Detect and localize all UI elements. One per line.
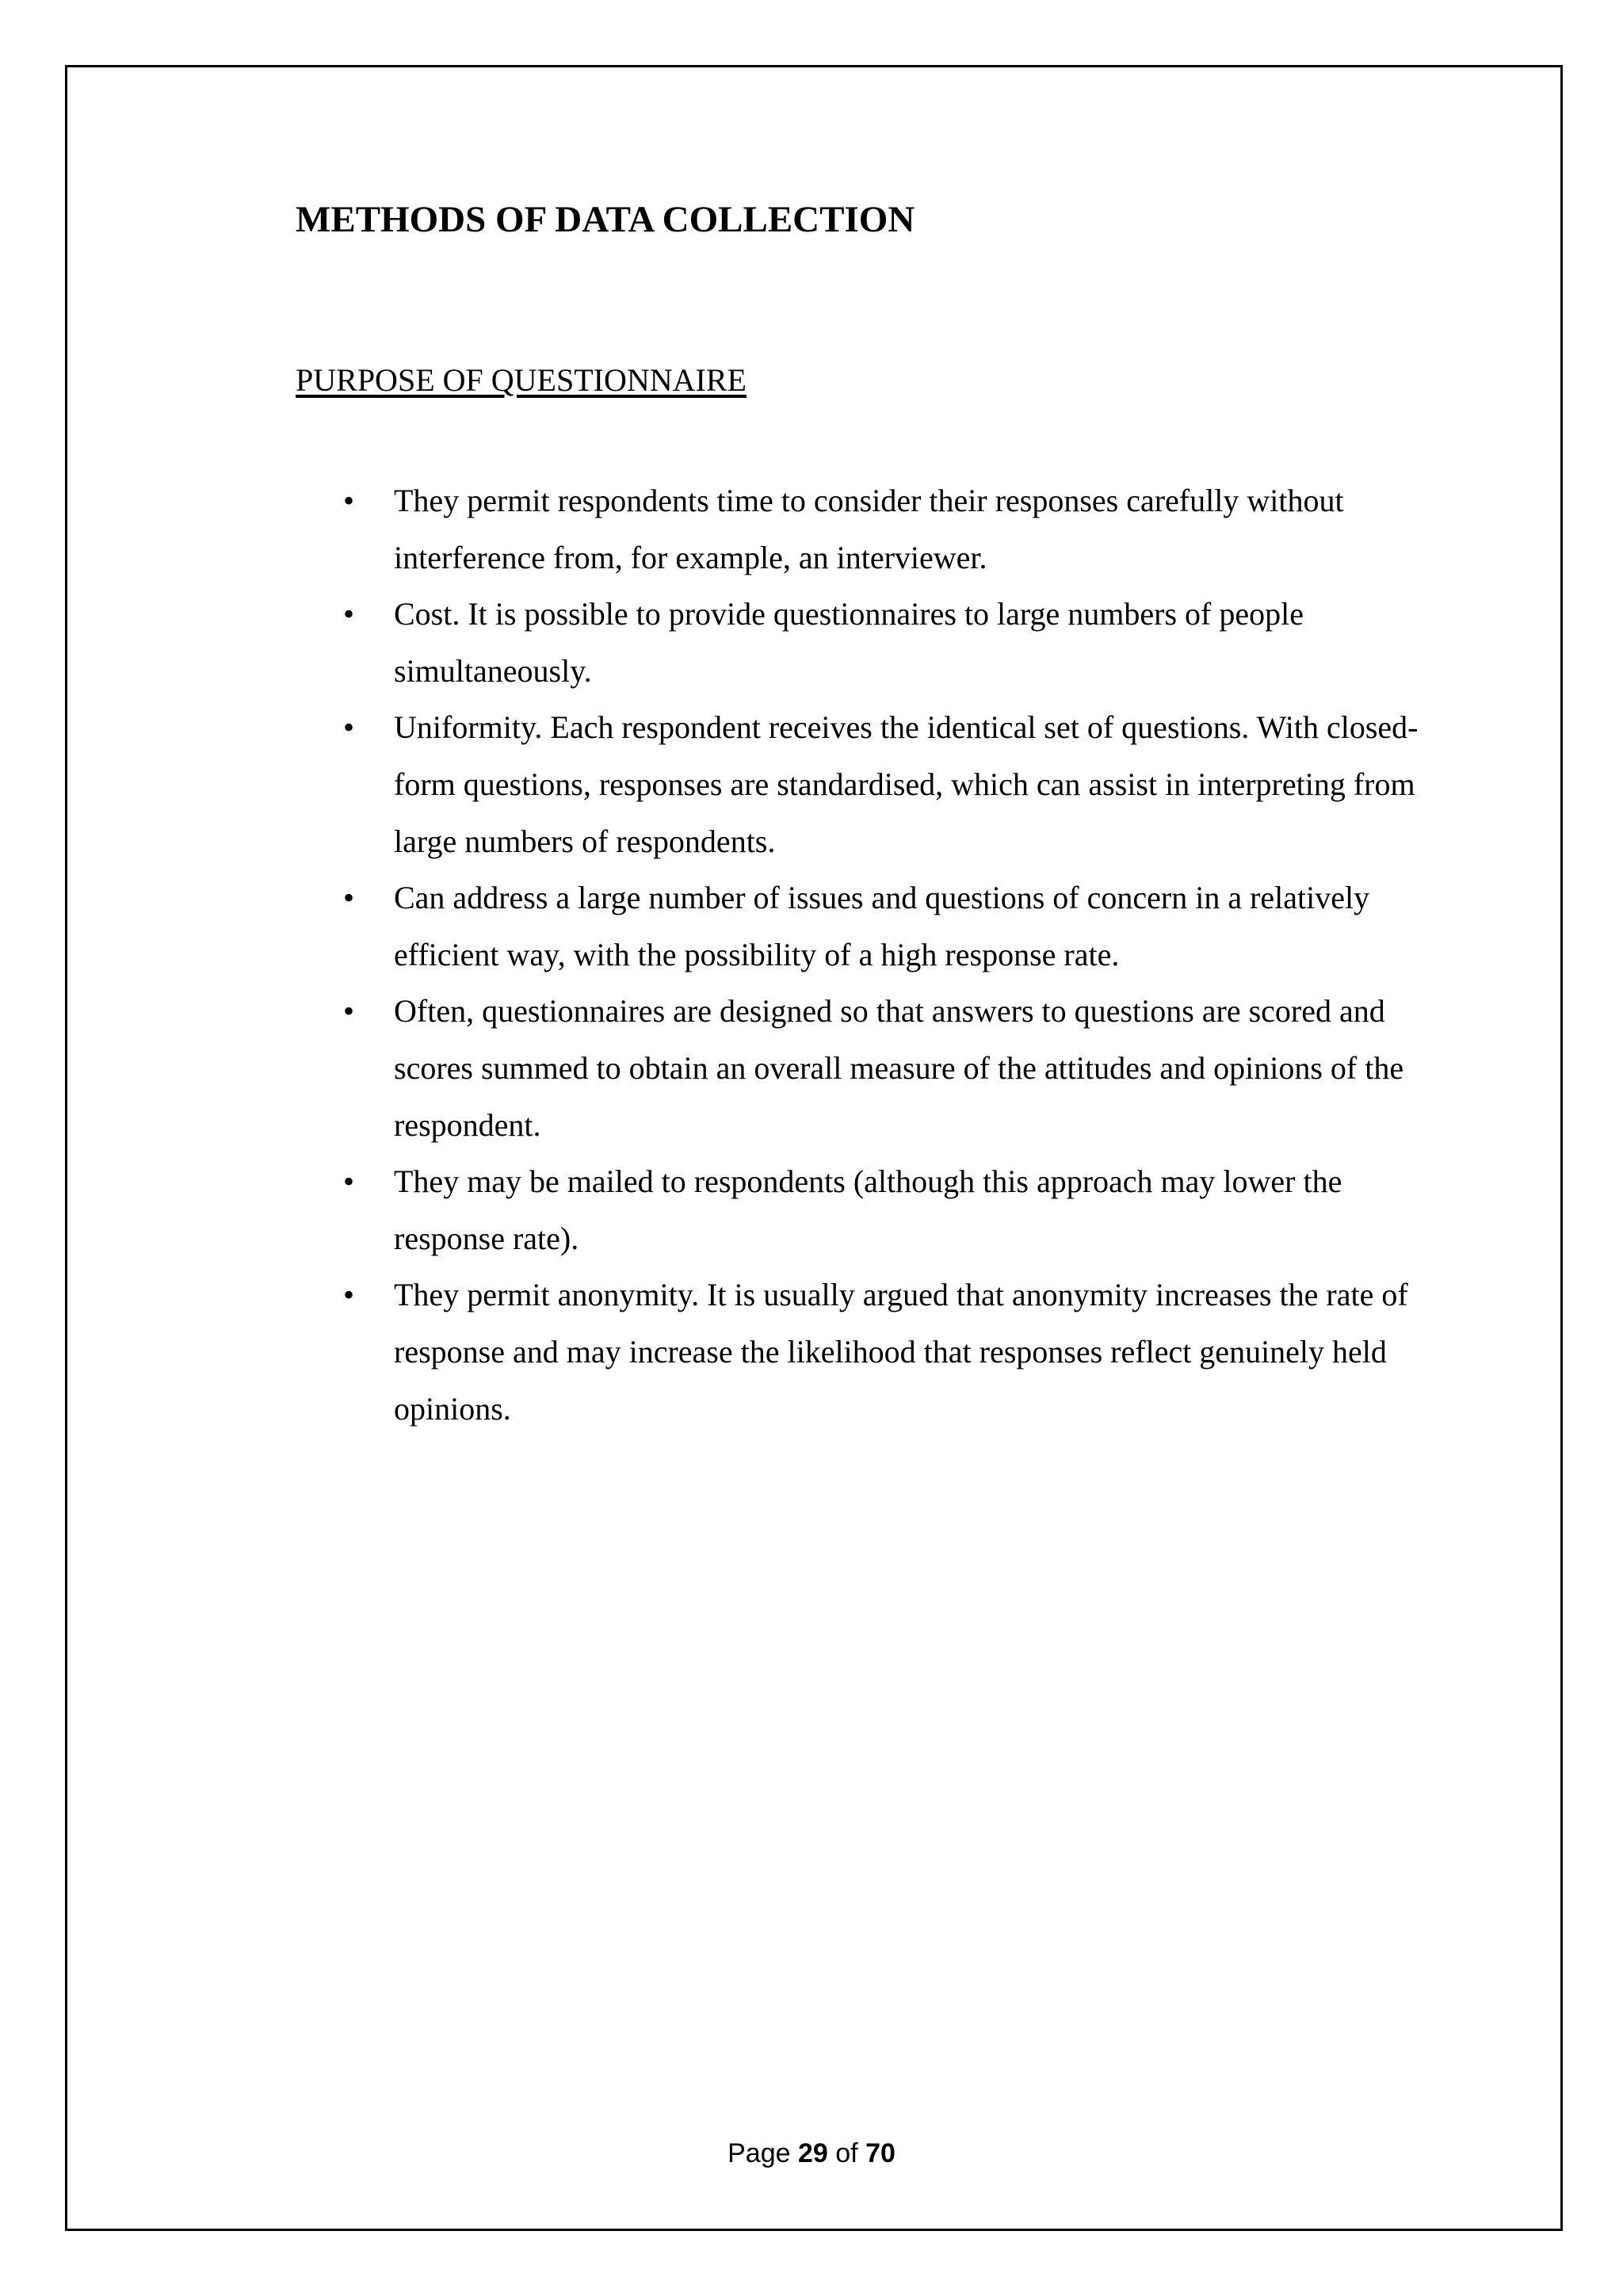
bullet-text: Cost. It is possible to provide questionnaires to large numbers of people simultaneously.	[394, 596, 1304, 689]
bullet-item	[333, 869, 1442, 983]
bullet-item	[333, 699, 1442, 869]
bullet-text: They permit anonymity. It is usually argued that anonymity increases the rate of response and may increase the likelihood that responses reflect genuinely held opinions.	[394, 1277, 1408, 1427]
bullet-item	[333, 586, 1442, 699]
document-title: METHODS OF DATA COLLECTION	[296, 199, 915, 240]
total-pages: 70	[865, 2138, 896, 2168]
bullet-text: Uniformity. Each respondent receives the identical set of questions. With closed-form questions, responses are standardised, which can assist in interpreting from large numbers of respondents.	[394, 709, 1419, 859]
bullet-text: Can address a large number of issues and questions of concern in a relatively efficient way, with the possibility of a high response rate.	[394, 880, 1370, 972]
bullet-icon: •	[343, 596, 355, 632]
bullet-text: Often, questionnaires are designed so that answers to questions are scored and scores summed to obtain an overall measure of the attitudes and opinions of the respondent.	[394, 993, 1404, 1143]
bullet-icon: •	[343, 709, 355, 746]
page-number: 29	[797, 2138, 828, 2168]
bullet-item	[333, 472, 1442, 586]
bullet-list	[333, 472, 1442, 1437]
bullet-icon: •	[343, 483, 355, 518]
of-word: of	[835, 2138, 858, 2168]
bullet-item	[333, 983, 1442, 1153]
bullet-icon: •	[343, 993, 355, 1030]
bullet-icon: •	[343, 1163, 355, 1200]
bullet-item	[333, 1153, 1442, 1266]
bullet-text: They may be mailed to respondents (although this approach may lower the response rate).	[394, 1163, 1342, 1256]
page-word: Page	[727, 2138, 791, 2168]
page-footer	[0, 2134, 1623, 2172]
section-heading: PURPOSE OF QUESTIONNAIRE	[296, 362, 747, 398]
bullet-icon: •	[343, 880, 355, 916]
bullet-item	[333, 1266, 1442, 1437]
bullet-text: They permit respondents time to consider their responses carefully without interference from, for example, an interviewer.	[394, 483, 1344, 575]
bullet-icon: •	[343, 1277, 355, 1313]
